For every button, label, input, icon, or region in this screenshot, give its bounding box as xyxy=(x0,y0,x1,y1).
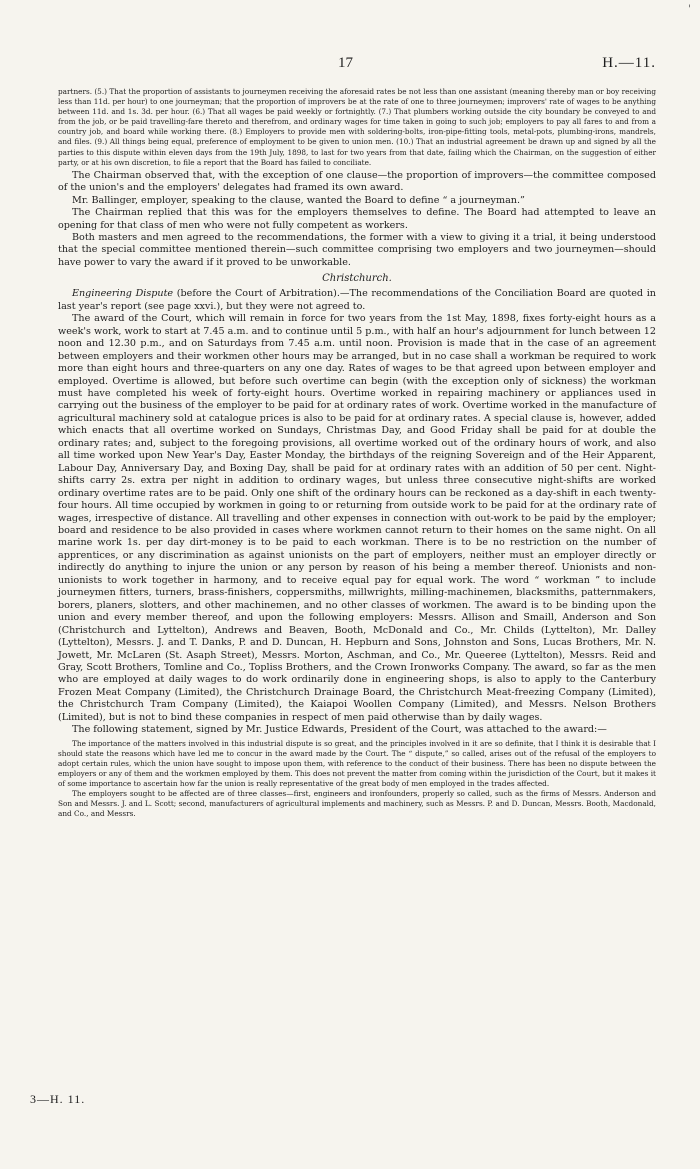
intro-small-text: partners. (5.) That the proportion of assistants to journeymen receiving the aforesaid rates be not less than one assistant (meaning thereby man or boy receiving less than 11d. per hour) to one journeyman; that the proportion of improvers be at the rate of one to three journeymen; improvers' rate of wages to be anything between 11d. and 1s. 3d. per hour. (6.) That all wages be paid weekly or fortnightly. (7.) That plumbers working outside the city boundary be conveyed to and from the job, or be paid travelling-fare thereto and therefrom, and ordinary wages for time taken in going to such job; employers to pay all fares to and from a country job, and board while working there. (8.) Employers to provide men with soldering-bolts, iron-pipe-fitting tools, metal-pots, plumbing-irons, mandrels, and files. (9.) All things being equal, preference of employment to be given to union men. (10.) That an industrial agreement be drawn up and signed by all the parties to this dispute within eleven days from the 19th July, 1898, to last for two years from that date, failing which the Chairman, on the suggestion of either party, or at his own discretion, to file a report that the Board has failed to conciliate. xyxy=(58,87,656,167)
dispute-paragraph xyxy=(58,288,656,313)
statement-intro: The following statement, signed by Mr. Justice Edwards, President of the Court, was attached to the award:— xyxy=(72,724,607,736)
signature-mark: 3—H. 11. xyxy=(30,1092,86,1106)
quote-paragraph: The importance of the matters involved in this industrial dispute is so great, and the principles involved in it are so definite, that I think it is desirable that I should state the reasons which have led me to concur in the award made by the Court. The “ dispute,” so called, arises out of the refusal of the employers to adopt certain rules, which the union have sought to impose upon them, with reference to the conduct of their business. There has been no dispute between the employers or any of them and the workmen employed by them. This does not prevent the matter from coming within the jurisdiction of the Court, but it makes it of some importance to ascertain how far the union is really representative of the great body of men employed in the trades affected. xyxy=(58,738,656,789)
document-code: H.—11. xyxy=(602,55,656,71)
award-paragraph: The award of the Court, which will remain in force for two years from the 1st May, 1898, fixes forty-eight hours as a week's work, work to start at 7.45 a.m. and to continue until 5 p.m., with half an hour's adjournment for lunch between 12 noon and 12.30 p.m., and on Saturdays from 7.45 a.m. until noon. Provision is made that in the case of an agreement between employers and their workmen other hours may be arranged, but in no case shall a workman be required to work more than eight hours and three-quarters on any one day. Rates of wages to be that agreed upon between employer and employed. Overtime is allowed, but before such overtime can begin (with the exception only of sickness) the workman must have completed his week of forty-eight hours. Overtime worked in repairing machinery or appliances used in carrying out the business of the employer to be paid for at ordinary rates of work. Overtime worked in the manufacture of agricultural machinery sold at catalogue prices is also to be paid for at ordinary rates. A special clause is, however, added which enacts that all overtime worked on Sundays, Christmas Day, and Good Friday shall be paid for at double the ordinary rates; and, subject to the foregoing provisions, all overtime worked out of the ordinary hours of work, and also all time worked upon New Year's Day, Easter Monday, the birthdays of the reigning Sovereign and of the Heir Apparent, Labour Day, Anniversary Day, and Boxing Day, shall be paid for at ordinary rates with an addition of 50 per cent. Night-shifts carry 2s. extra per night in addition to ordinary wages, but unless three consecutive night-shifts are worked ordinary overtime rates are to be paid. Only one shift of the ordinary hours can be reckoned as a day-shift in each twenty-four hours. All time occupied by workmen in going to or returning from outside work to be paid for at the ordinary rate of wages, irrespective of distance. All travelling and other expenses in connection with out-work to be paid by the employer; board and residence to be also provided in cases where workmen cannot return to their homes on the same night. On all marine work 1s. per day dirt-money is to be paid to each workman. There is to be no restriction on the number of apprentices, or any discrimination as against unionists on the part of employers, neither must an employer directly or indirectly do anything to injure the union or any person by reason of his being a member thereof. Unionists and non-unionists to work together in harmony, and to receive equal pay for equal work. The word “ workman ” to include journeymen fitters, turners, brass-finishers, coppersmiths, millwrights, milling-machinemen, blacksmiths, patternmakers, borers, planers, slotters, and other machinemen, and no other classes of workmen. The award is to be binding upon the union and every member thereof, and upon the following employers: Messrs. Allison and Smaill, Anderson and Son (Christchurch and Lyttelton), Andrews and Beaven, Booth, McDonald and Co., Mr. Childs (Lyttelton), Mr. Dalley (Lyttelton), Messrs. J. and T. Danks, P. and D. Duncan, H. Hepburn and Sons, Johnston and Sons, Lucas Brothers, Mr. N. Jowett, Mr. McLaren (St. Asaph Street), Messrs. Morton, Aschman, and Co., Mr. Queeree (Lyttelton), Messrs. Reid and Gray, Scott Brothers, Tomline and Co., Topliss Brothers, and the Crown Ironworks Company. The award, so far as the men who are employed at daily wages to do work ordinarily done in engineering shops, is also to apply to the Canterbury Frozen Meat Company (Limited), the Christchurch Drainage Board, the Christchurch Meat-freezing Company (Limited), the Christchurch Tram Company (Limited), the Kaiapoi Woollen Company (Limited), and Messrs. Nelson Brothers (Limited), but is not to bind these companies in respect of men paid otherwise than by daily wages. xyxy=(58,313,656,723)
page-number: 17 xyxy=(338,55,353,71)
paragraph: Mr. Ballinger, employer, speaking to the clause, wanted the Board to define “ a journeyman.” xyxy=(72,194,525,206)
paragraph: The Chairman replied that this was for the employers themselves to define. The Board had attempted to leave an opening for that class of men who were not fully competent as workers. xyxy=(58,207,656,231)
page-header xyxy=(58,55,656,79)
dispute-intro: (before the Court of Arbitration).—The recommendations of the Conciliation Board are quoted in last year's report (see page xxvi.), but they were not agreed to. xyxy=(58,288,656,312)
dispute-title: Engineering Dispute xyxy=(72,288,174,300)
section-heading: Christchurch. xyxy=(322,273,392,285)
paragraph: The Chairman observed that, with the exception of one clause—the proportion of improvers—the committee composed of the union's and the employers' delegates had framed its own award. xyxy=(58,169,656,194)
page-content xyxy=(58,87,656,819)
quote-paragraph: The employers sought to be affected are of three classes—first, engineers and ironfounders, properly so called, such as the firms of Messrs. Anderson and Son and Messrs. J. and L. Scott; second, manufacturers of agricultural implements and machinery, such as Messrs. P. and D. Duncan, Messrs. Booth, Macdonald, and Co., and Messrs. xyxy=(58,789,656,819)
paragraph: Both masters and men agreed to the recommendations, the former with a view to giving it a trial, it being understood that the special committee mentioned therein—such committee comprising two employers and two journeymen—should have power to vary the award if it proved to be unworkable. xyxy=(58,232,656,268)
edge-mark: ' xyxy=(688,4,691,15)
